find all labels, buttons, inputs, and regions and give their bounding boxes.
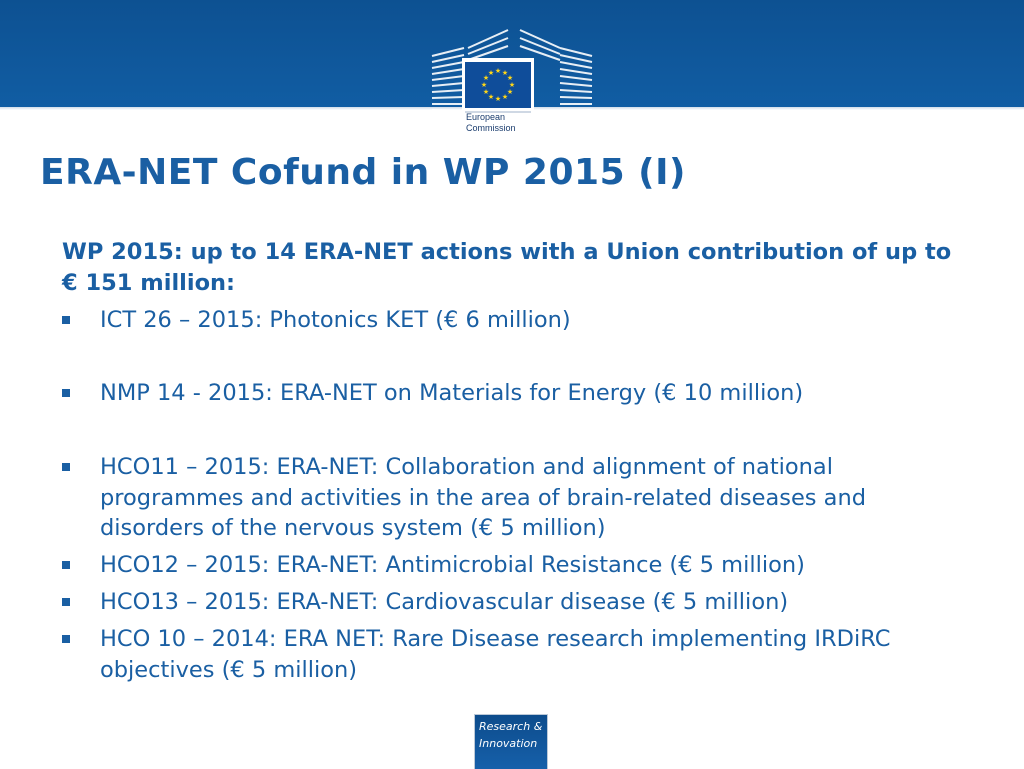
square-bullet-icon xyxy=(62,316,70,324)
logo-caption-line1: European xyxy=(466,112,506,122)
list-item-text: HCO 10 – 2014: ERA NET: Rare Disease research implementing IRDiRC objectives (€ 5 million) xyxy=(100,626,891,683)
square-bullet-icon xyxy=(62,561,70,569)
list-item xyxy=(62,378,962,409)
square-bullet-icon xyxy=(62,463,70,471)
svg-text:★: ★ xyxy=(506,74,514,82)
svg-text:★: ★ xyxy=(501,93,509,101)
svg-text:★: ★ xyxy=(487,93,495,101)
list-item xyxy=(62,550,962,581)
list-item-text: NMP 14 - 2015: ERA-NET on Materials for Energy (€ 10 million) xyxy=(100,380,804,406)
svg-text:★: ★ xyxy=(487,69,495,77)
list-item xyxy=(62,305,962,336)
svg-text:★: ★ xyxy=(482,74,490,82)
svg-text:★: ★ xyxy=(494,67,502,75)
square-bullet-icon xyxy=(62,389,70,397)
list-item-text: HCO13 – 2015: ERA-NET: Cardiovascular disease (€ 5 million) xyxy=(100,589,789,615)
square-bullet-icon xyxy=(62,598,70,606)
svg-text:★: ★ xyxy=(480,81,488,89)
svg-text:★: ★ xyxy=(506,88,514,96)
research-innovation-badge xyxy=(474,714,548,769)
list-item-text: HCO12 – 2015: ERA-NET: Antimicrobial Resistance (€ 5 million) xyxy=(100,552,805,578)
intro-text: WP 2015: up to 14 ERA-NET actions with a Union contribution of up to € 151 million: xyxy=(62,239,952,296)
svg-text:★: ★ xyxy=(482,88,490,96)
list-item xyxy=(62,452,962,544)
list-item xyxy=(62,587,962,618)
badge-text xyxy=(479,718,547,752)
logo-caption-line2: Commission xyxy=(466,123,516,133)
svg-text:★: ★ xyxy=(508,81,516,89)
list-item-text: ICT 26 – 2015: Photonics KET (€ 6 million) xyxy=(100,307,571,333)
badge-line2: Innovation xyxy=(479,737,538,750)
square-bullet-icon xyxy=(62,635,70,643)
svg-text:★: ★ xyxy=(501,69,509,77)
svg-text:★: ★ xyxy=(494,95,502,103)
logo-caption xyxy=(466,112,536,134)
badge-line1: Research & xyxy=(479,720,543,733)
list-item xyxy=(62,624,962,685)
page-title: ERA-NET Cofund in WP 2015 (I) xyxy=(40,152,686,193)
list-item-text: HCO11 – 2015: ERA-NET: Collaboration and alignment of national programmes and activities in the area of brain-related diseases and disorders of the nervous system (€ 5 million) xyxy=(100,454,866,541)
